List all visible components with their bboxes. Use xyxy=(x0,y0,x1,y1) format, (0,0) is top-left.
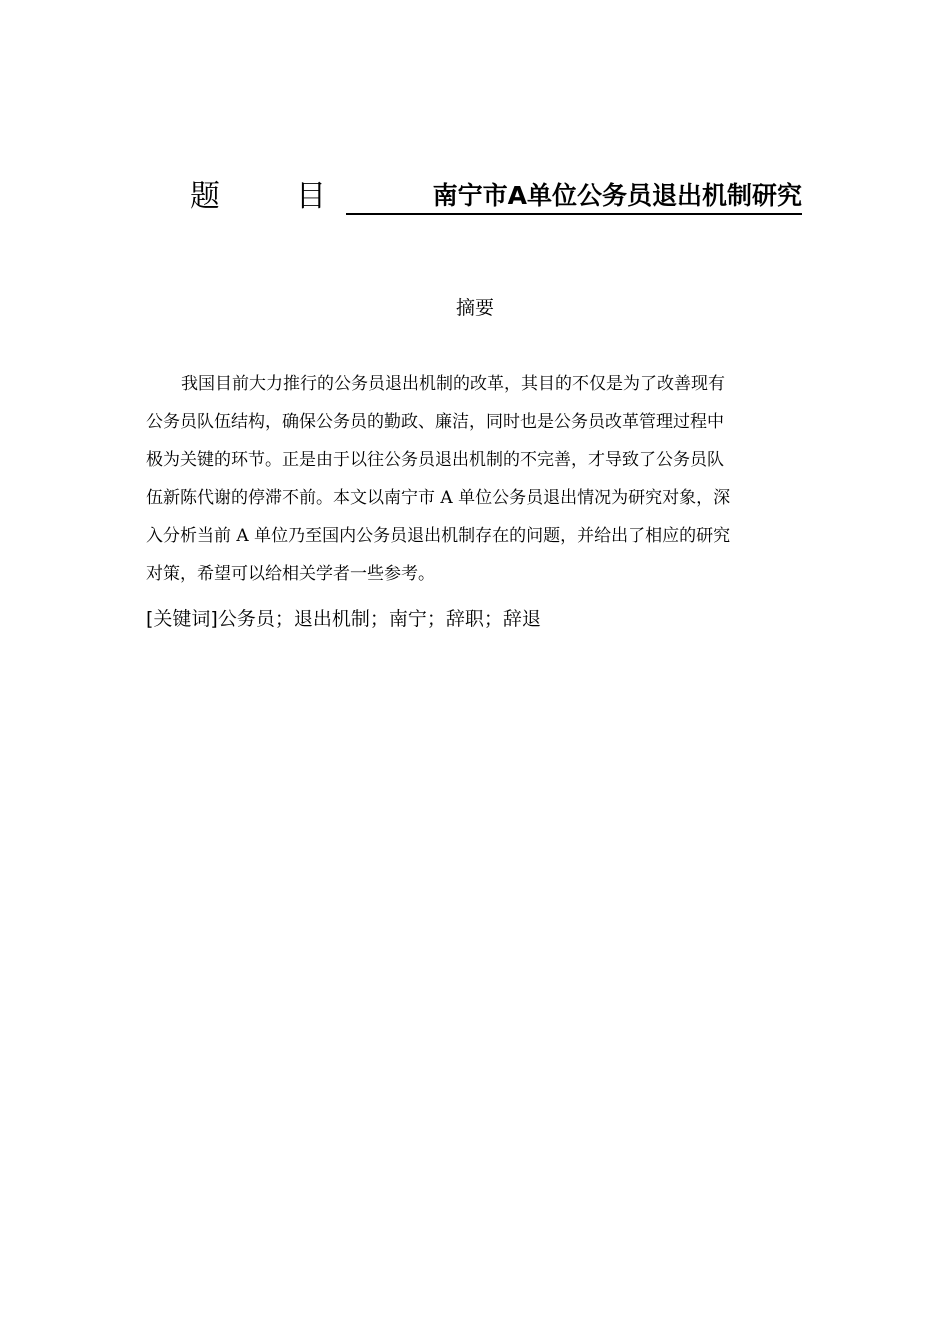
abstract-line: 对策，希望可以给相关学者一些参考。 xyxy=(146,564,435,584)
title-label-char-2: 目 xyxy=(296,179,326,214)
keywords-value: 公务员；退出机制；南宁；辞职；辞退 xyxy=(217,608,541,630)
abstract-heading: 摘要 xyxy=(455,297,494,319)
title-label-char-1: 题 xyxy=(190,179,220,214)
abstract-line: 我国目前大力推行的公务员退出机制的改革，其目的不仅是为了改善现有 xyxy=(181,374,725,394)
keywords-label: [关键词] xyxy=(146,608,218,630)
abstract-line: 公务员队伍结构，确保公务员的勤政、廉洁，同时也是公务员改革管理过程中 xyxy=(146,412,724,432)
abstract-line: 伍新陈代谢的停滞不前。本文以南宁市 A 单位公务员退出情况为研究对象，深 xyxy=(146,488,731,508)
thesis-title: 南宁市A单位公务员退出机制研究 xyxy=(346,179,802,215)
abstract-body xyxy=(146,369,808,597)
abstract-line: 入分析当前 A 单位乃至国内公务员退出机制存在的问题，并给出了相应的研究 xyxy=(146,526,731,546)
title-row xyxy=(190,175,810,219)
abstract-line: 极为关键的环节。正是由于以往公务员退出机制的不完善，才导致了公务员队 xyxy=(146,450,724,470)
keywords-line xyxy=(146,604,808,634)
